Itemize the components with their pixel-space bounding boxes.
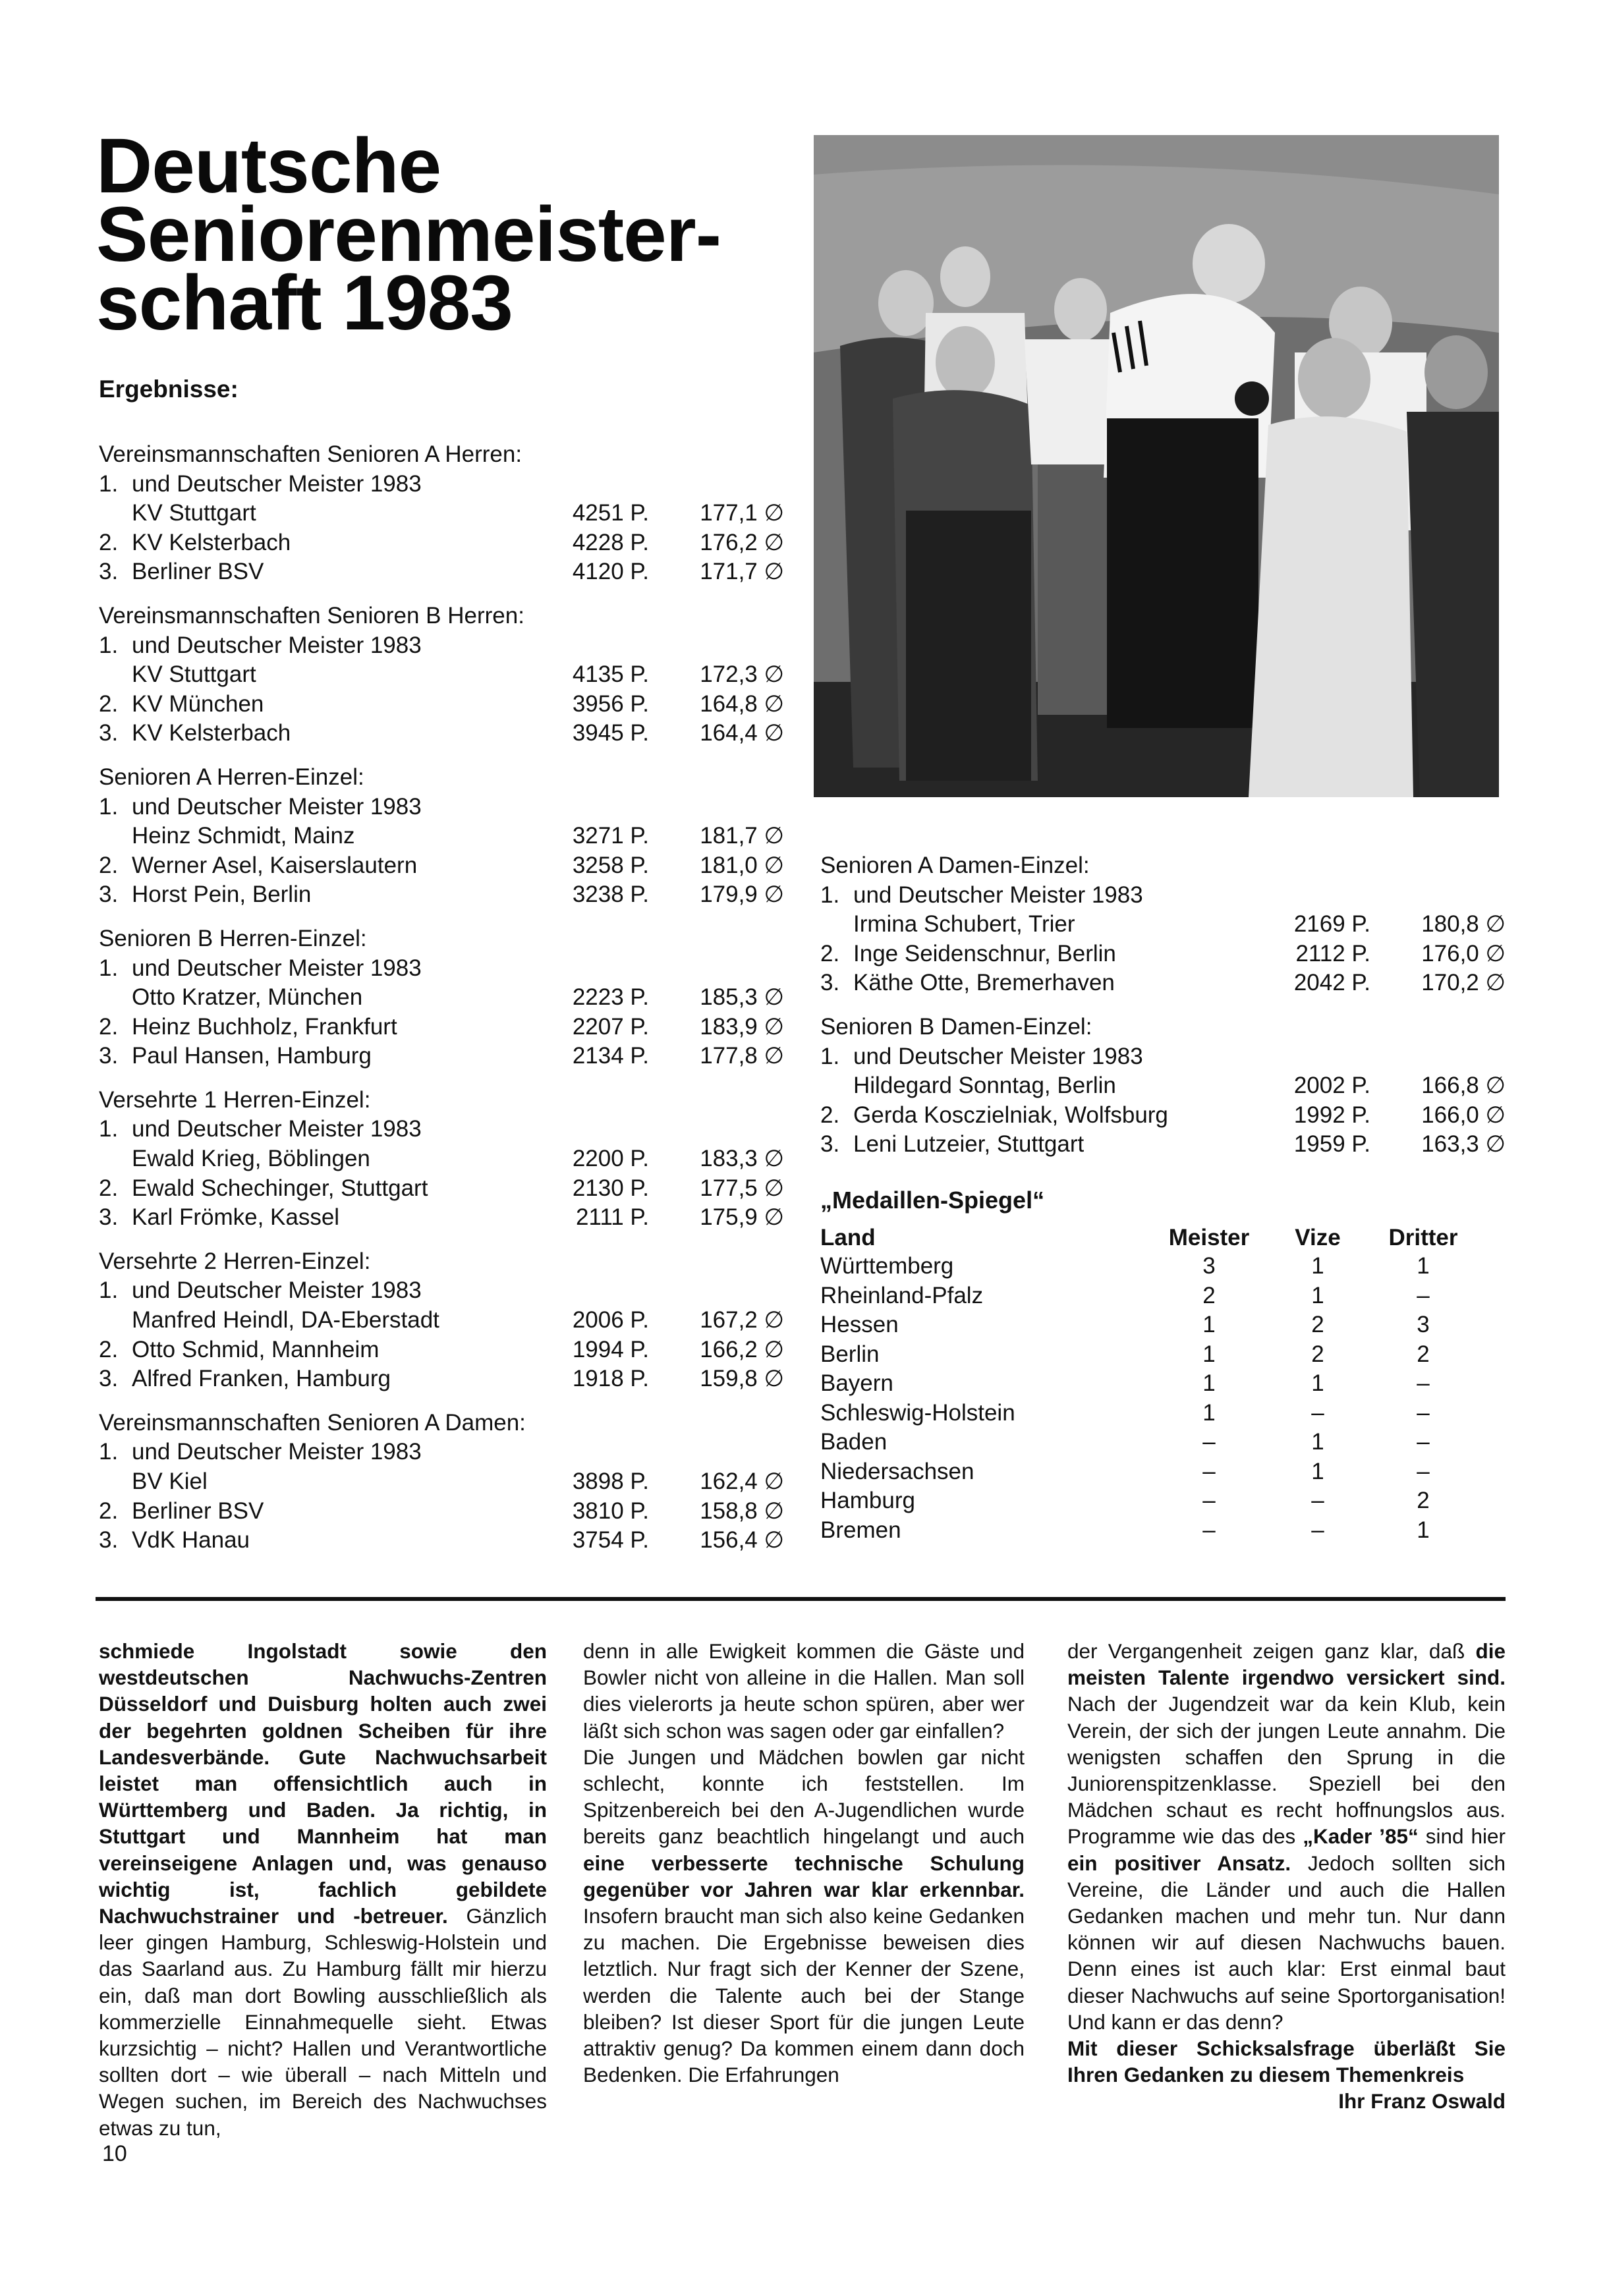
column-header-meister: Meister xyxy=(1168,1225,1250,1250)
dritter-count: 2 xyxy=(1417,1341,1430,1367)
result-row xyxy=(99,1013,791,1042)
result-row xyxy=(820,939,1512,969)
rank: 2. xyxy=(820,1102,840,1128)
entrant-name: KV Kelsterbach xyxy=(132,720,291,746)
bold-text-run: ein positiver Ansatz. xyxy=(1067,1851,1291,1875)
results-list-right xyxy=(820,851,1512,1174)
average: 170,2 ∅ xyxy=(1421,970,1506,996)
meister-count: – xyxy=(1202,1458,1216,1484)
entrant-name: und Deutscher Meister 1983 xyxy=(132,632,422,658)
medal-table xyxy=(820,1224,1479,1545)
rank: 1. xyxy=(99,470,119,497)
result-category xyxy=(99,1409,791,1555)
medal-row xyxy=(820,1486,1479,1516)
entrant-name: Ewald Krieg, Böblingen xyxy=(132,1146,370,1172)
rank: 3. xyxy=(99,1527,119,1554)
points: 1918 P. xyxy=(572,1366,649,1392)
result-row xyxy=(99,1203,791,1233)
paragraph xyxy=(583,1638,1025,2088)
average: 179,9 ∅ xyxy=(700,882,784,908)
result-category xyxy=(99,763,791,910)
bold-text-run: „Kader ’85“ xyxy=(1303,1824,1419,1849)
entrant-name: Inge Seidenschnur, Berlin xyxy=(853,940,1116,966)
result-row xyxy=(99,851,791,881)
entrant-name: Berliner BSV xyxy=(132,1498,264,1524)
average: 176,0 ∅ xyxy=(1421,940,1506,966)
points: 4135 P. xyxy=(572,661,649,688)
result-row xyxy=(99,1335,791,1365)
result-row xyxy=(99,1438,791,1467)
entrant-name: KV Kelsterbach xyxy=(132,529,291,555)
entrant-name: Horst Pein, Berlin xyxy=(132,882,312,908)
vize-count: 1 xyxy=(1311,1282,1324,1308)
bold-text-run: eine verbesserte technische Schulung gegenüber vor Jahren war klar erkennbar. xyxy=(583,1851,1025,1901)
points: 4228 P. xyxy=(572,529,649,555)
vize-count: 1 xyxy=(1311,1370,1324,1396)
points: 2002 P. xyxy=(1293,1073,1370,1099)
land: Schleswig-Holstein xyxy=(820,1399,1015,1426)
points: 2006 P. xyxy=(572,1307,649,1333)
average: 181,7 ∅ xyxy=(700,823,784,849)
vize-count: – xyxy=(1311,1488,1324,1513)
text-run: Nach der Jugendzeit war da kein Klub, kein Verein, der sich der jungen Leute annahm. Die wenigsten schaffen den Sprung in die Juniorenspitzenklasse. Speziell bei den Mädchen schaut es recht hoffnungslos aus. Programme wie das des xyxy=(1067,1692,1506,1849)
points: 3956 P. xyxy=(572,690,649,717)
meister-count: – xyxy=(1202,1429,1216,1455)
text-run: der Vergangenheit zeigen ganz klar, daß xyxy=(1067,1639,1476,1663)
meister-count: 1 xyxy=(1202,1370,1216,1396)
land: Rheinland-Pfalz xyxy=(820,1282,984,1308)
entrant-name: KV Stuttgart xyxy=(132,500,256,526)
bold-text-run: schmiede Ingolstadt sowie den westdeutschen Nachwuchs-Zentren Düsseldorf und Duisburg holten auch zwei der begehrten goldnen Scheiben für ihre Landesverbände. Gute Nachwuchsarbeit leistet man offensichtlich auch in Württemberg und Baden. Ja richtig, in Stuttgart und Mannheim hat man vereinseigene Anlagen und, was genauso wichtig ist, fachlich gebildete Nachwuchstrainer und -betreuer. xyxy=(99,1639,547,1928)
rank: 1. xyxy=(99,632,119,658)
points: 1959 P. xyxy=(1293,1131,1370,1158)
medal-row xyxy=(820,1340,1479,1370)
rank: 2. xyxy=(99,1175,119,1201)
text-run: Jedoch sollten sich Vereine, die Länder und auch die Hallen Gedanken machen und mehr tun. Nur dann können wir auf diesen Nachwuchs bauen. Denn eines ist auch klar: Erst einmal baut dieser Nachwuchs auf seine Sportorganisation! Und kann er das denn? xyxy=(1067,1851,1506,2034)
average: 159,8 ∅ xyxy=(700,1366,784,1392)
points: 3271 P. xyxy=(572,823,649,849)
category-heading: Senioren A Damen-Einzel: xyxy=(820,853,1090,878)
result-row xyxy=(99,631,791,661)
result-row xyxy=(99,557,791,587)
category-heading: Vereinsmannschaften Senioren A Herren: xyxy=(99,441,522,467)
average: 156,4 ∅ xyxy=(700,1527,784,1554)
result-category xyxy=(99,1247,791,1394)
points: 3945 P. xyxy=(572,720,649,746)
average: 172,3 ∅ xyxy=(700,661,784,688)
dritter-count: – xyxy=(1417,1399,1430,1426)
result-row xyxy=(99,1144,791,1174)
entrant-name: Berliner BSV xyxy=(132,559,264,585)
text-run: Insofern braucht man sich also keine Gedanken zu machen. Die Ergebnisse beweisen dies letztlich. Nur fragt sich der Kenner der Szene, werden die Talente auch bei der Stange bleiben? Ist dieser Sport für die jungen Leute attraktiv genug? Da kommen einem dann doch Bedenken. Die Erfahrungen xyxy=(583,1904,1025,2087)
text-run: sind hier xyxy=(1418,1824,1506,1849)
article-column-1 xyxy=(99,1638,547,2141)
rank: 3. xyxy=(99,882,119,908)
article-column-2 xyxy=(583,1638,1025,2088)
dritter-count: – xyxy=(1417,1282,1430,1308)
entrant-name: und Deutscher Meister 1983 xyxy=(132,470,422,497)
land: Niedersachsen xyxy=(820,1458,974,1484)
average: 158,8 ∅ xyxy=(700,1498,784,1524)
medal-row xyxy=(820,1516,1479,1546)
entrant-name: Ewald Schechinger, Stuttgart xyxy=(132,1175,428,1201)
rank: 3. xyxy=(820,970,840,996)
result-row xyxy=(99,1276,791,1306)
rank: 1. xyxy=(99,1277,119,1304)
dritter-count: – xyxy=(1417,1429,1430,1455)
medal-table-section xyxy=(820,1186,1512,1545)
average: 162,4 ∅ xyxy=(700,1469,784,1494)
entrant-name: und Deutscher Meister 1983 xyxy=(132,955,422,981)
entrant-name: und Deutscher Meister 1983 xyxy=(853,1043,1143,1069)
rank: 2. xyxy=(99,690,119,717)
meister-count: 1 xyxy=(1202,1399,1216,1426)
points: 1992 P. xyxy=(1293,1102,1370,1128)
land: Hessen xyxy=(820,1312,899,1337)
points: 2111 P. xyxy=(576,1204,649,1231)
rank: 1. xyxy=(99,1116,119,1142)
meister-count: 3 xyxy=(1202,1253,1216,1279)
points: 4251 P. xyxy=(572,500,649,526)
category-heading: Vereinsmannschaften Senioren B Herren: xyxy=(99,602,524,629)
points: 1994 P. xyxy=(572,1336,649,1362)
medal-row xyxy=(820,1457,1479,1487)
results-subtitle: Ergebnisse: xyxy=(99,376,239,403)
meister-count: 2 xyxy=(1202,1282,1216,1308)
entrant-name: Karl Frömke, Kassel xyxy=(132,1204,340,1231)
entrant-name: VdK Hanau xyxy=(132,1527,250,1554)
result-row xyxy=(99,1467,791,1497)
bold-text-run: die meisten Talente irgendwo versickert sind. xyxy=(1067,1639,1506,1690)
entrant-name: und Deutscher Meister 1983 xyxy=(132,1277,422,1304)
category-heading: Vereinsmannschaften Senioren A Damen: xyxy=(99,1409,526,1436)
paragraph xyxy=(99,1638,547,2141)
result-row xyxy=(820,1071,1512,1101)
rank: 3. xyxy=(820,1131,840,1158)
result-row xyxy=(820,881,1512,910)
category-heading: Versehrte 1 Herren-Einzel: xyxy=(99,1086,371,1113)
points: 4120 P. xyxy=(572,559,649,585)
entrant-name: Heinz Schmidt, Mainz xyxy=(132,823,355,849)
land: Berlin xyxy=(820,1341,880,1367)
points: 3238 P. xyxy=(572,882,649,908)
points: 2130 P. xyxy=(572,1175,649,1201)
points: 2207 P. xyxy=(572,1013,649,1040)
entrant-name: und Deutscher Meister 1983 xyxy=(132,1116,422,1142)
title-line: Deutsche xyxy=(96,123,441,210)
rank: 1. xyxy=(820,1043,840,1069)
result-row xyxy=(820,1130,1512,1160)
entrant-name: und Deutscher Meister 1983 xyxy=(132,793,422,820)
dritter-count: 1 xyxy=(1417,1253,1430,1279)
entrant-name: Gerda Kosczielniak, Wolfsburg xyxy=(853,1102,1168,1128)
meister-count: 1 xyxy=(1202,1341,1216,1367)
average: 177,8 ∅ xyxy=(700,1043,784,1069)
result-row xyxy=(99,719,791,748)
photo-illustration xyxy=(814,135,1499,797)
vize-count: 1 xyxy=(1311,1458,1324,1484)
result-row xyxy=(99,499,791,528)
average: 167,2 ∅ xyxy=(700,1307,784,1333)
medal-row xyxy=(820,1252,1479,1281)
rank: 2. xyxy=(99,1336,119,1362)
article-column-3 xyxy=(1067,1638,1506,2115)
result-row xyxy=(99,880,791,910)
average: 185,3 ∅ xyxy=(700,984,784,1011)
result-row xyxy=(99,1042,791,1071)
points: 2200 P. xyxy=(572,1146,649,1172)
land: Bremen xyxy=(820,1517,901,1543)
rank: 3. xyxy=(99,559,119,585)
result-row xyxy=(99,690,791,719)
average: 181,0 ∅ xyxy=(700,852,784,878)
result-row xyxy=(99,660,791,690)
medal-row xyxy=(820,1428,1479,1457)
dritter-count: – xyxy=(1417,1370,1430,1396)
medal-row xyxy=(820,1310,1479,1340)
points: 2042 P. xyxy=(1293,970,1370,996)
author-signature: Ihr Franz Oswald xyxy=(1338,2089,1506,2114)
average: 180,8 ∅ xyxy=(1421,911,1506,938)
average: 166,8 ∅ xyxy=(1421,1073,1506,1099)
entrant-name: Manfred Heindl, DA-Eberstadt xyxy=(132,1307,439,1333)
average: 177,1 ∅ xyxy=(700,500,784,526)
medal-row xyxy=(820,1281,1479,1311)
average: 166,0 ∅ xyxy=(1421,1102,1506,1128)
result-category xyxy=(820,1013,1512,1160)
article-title xyxy=(96,123,721,347)
paragraph xyxy=(1067,1638,1506,2088)
result-row xyxy=(99,793,791,822)
entrant-name: und Deutscher Meister 1983 xyxy=(132,1439,422,1465)
entrant-name: BV Kiel xyxy=(132,1469,208,1494)
page-number: 10 xyxy=(102,2141,127,2166)
land: Baden xyxy=(820,1429,888,1455)
points: 2223 P. xyxy=(572,984,649,1011)
land: Bayern xyxy=(820,1370,893,1396)
vize-count: – xyxy=(1311,1517,1324,1543)
result-row xyxy=(99,528,791,558)
result-row xyxy=(99,983,791,1013)
result-row xyxy=(99,1364,791,1394)
result-row xyxy=(99,954,791,984)
vize-count: – xyxy=(1311,1399,1324,1426)
result-row xyxy=(99,1526,791,1555)
entrant-name: Irmina Schubert, Trier xyxy=(853,911,1075,938)
result-row xyxy=(99,1115,791,1144)
column-header-vize: Vize xyxy=(1295,1225,1341,1250)
award-ceremony-photo xyxy=(814,135,1499,797)
title-line: Seniorenmeister- xyxy=(96,191,721,278)
average: 164,8 ∅ xyxy=(700,690,784,717)
result-row xyxy=(99,1174,791,1204)
result-row xyxy=(99,470,791,499)
result-category xyxy=(99,440,791,587)
meister-count: – xyxy=(1202,1517,1216,1543)
rank: 2. xyxy=(820,940,840,966)
entrant-name: Hildegard Sonntag, Berlin xyxy=(853,1073,1116,1099)
dritter-count: – xyxy=(1417,1458,1430,1484)
medal-table-header xyxy=(820,1224,1479,1252)
result-row xyxy=(99,1497,791,1526)
result-row xyxy=(820,1101,1512,1131)
medal-row xyxy=(820,1369,1479,1399)
entrant-name: Leni Lutzeier, Stuttgart xyxy=(853,1131,1085,1158)
result-row xyxy=(99,1306,791,1335)
entrant-name: Käthe Otte, Bremerhaven xyxy=(853,970,1115,996)
text-run: denn in alle Ewigkeit kommen die Gäste und Bowler nicht von alleine in die Hallen. Man soll dies vielerorts ja heute schon spüren, aber wer läßt sich schon was sagen oder gar einfallen? xyxy=(583,1639,1025,1743)
title-line: schaft 1983 xyxy=(96,260,513,347)
vize-count: 2 xyxy=(1311,1341,1324,1367)
dritter-count: 2 xyxy=(1417,1488,1430,1513)
average: 163,3 ∅ xyxy=(1421,1131,1506,1158)
rank: 1. xyxy=(820,882,840,908)
rank: 3. xyxy=(99,720,119,746)
meister-count: 1 xyxy=(1202,1312,1216,1337)
result-row xyxy=(820,910,1512,939)
rank: 1. xyxy=(99,1439,119,1465)
meister-count: – xyxy=(1202,1488,1216,1513)
average: 171,7 ∅ xyxy=(700,559,784,585)
result-row xyxy=(820,968,1512,998)
category-heading: Senioren B Herren-Einzel: xyxy=(99,925,367,951)
category-heading: Senioren B Damen-Einzel: xyxy=(820,1013,1092,1040)
vize-count: 1 xyxy=(1311,1429,1324,1455)
rank: 3. xyxy=(99,1043,119,1069)
rank: 1. xyxy=(99,793,119,820)
points: 2169 P. xyxy=(1293,911,1370,938)
result-category xyxy=(99,1086,791,1233)
average: 175,9 ∅ xyxy=(700,1204,784,1231)
average: 183,9 ∅ xyxy=(700,1013,784,1040)
rank: 1. xyxy=(99,955,119,981)
rank: 2. xyxy=(99,529,119,555)
rank: 2. xyxy=(99,1013,119,1040)
entrant-name: Paul Hansen, Hamburg xyxy=(132,1043,372,1069)
points: 3898 P. xyxy=(572,1469,649,1494)
column-header-land: Land xyxy=(820,1225,876,1250)
dritter-count: 3 xyxy=(1417,1312,1430,1337)
section-divider xyxy=(96,1597,1506,1601)
text-run: Gänzlich leer gingen Hamburg, Schleswig-Holstein und das Saarland aus. Zu Hamburg fällt mir hierzu ein, daß man dort Bowling ausschließlich als kommerzielle Einnahmequelle sieht. Etwas kurzsichtig – nicht? Hallen und Verantwortliche sollten dort – wie überall – nach Mitteln und Wegen suchen, im Bereich des Nachwuchses etwas zu tun, xyxy=(99,1904,547,2140)
medal-table-title: „Medaillen-Spiegel“ xyxy=(820,1187,1045,1214)
result-category xyxy=(820,851,1512,998)
entrant-name: Alfred Franken, Hamburg xyxy=(132,1366,391,1392)
result-category xyxy=(99,924,791,1071)
entrant-name: Heinz Buchholz, Frankfurt xyxy=(132,1013,397,1040)
rank: 2. xyxy=(99,1498,119,1524)
column-header-dritter: Dritter xyxy=(1388,1225,1458,1250)
category-heading: Senioren A Herren-Einzel: xyxy=(99,764,364,790)
entrant-name: und Deutscher Meister 1983 xyxy=(853,882,1143,908)
land: Württemberg xyxy=(820,1253,954,1279)
points: 2112 P. xyxy=(1295,940,1370,966)
vize-count: 2 xyxy=(1311,1312,1324,1337)
result-row xyxy=(820,1042,1512,1072)
result-category xyxy=(99,602,791,748)
vize-count: 1 xyxy=(1311,1253,1324,1279)
points: 3258 P. xyxy=(572,852,649,878)
average: 166,2 ∅ xyxy=(700,1336,784,1362)
dritter-count: 1 xyxy=(1417,1517,1430,1543)
rank: 2. xyxy=(99,852,119,878)
average: 177,5 ∅ xyxy=(700,1175,784,1201)
points: 2134 P. xyxy=(572,1043,649,1069)
text-run: Die Jungen und Mädchen bowlen gar nicht schlecht, konnte ich feststellen. Im Spitzenbereich bei den A-Jugendlichen wurde bereits ganz beachtlich hingelangt und auch xyxy=(583,1745,1025,1849)
bold-text-run: Mit dieser Schicksalsfrage überläßt Sie Ihren Gedanken zu diesem Themenkreis xyxy=(1067,2036,1506,2087)
land: Hamburg xyxy=(820,1488,915,1513)
entrant-name: Werner Asel, Kaiserslautern xyxy=(132,852,418,878)
points: 3754 P. xyxy=(572,1527,649,1554)
rank: 3. xyxy=(99,1366,119,1392)
rank: 3. xyxy=(99,1204,119,1231)
average: 176,2 ∅ xyxy=(700,529,784,555)
average: 164,4 ∅ xyxy=(700,720,784,746)
category-heading: Versehrte 2 Herren-Einzel: xyxy=(99,1248,371,1274)
entrant-name: KV München xyxy=(132,690,264,717)
result-row xyxy=(99,822,791,851)
results-list-left xyxy=(99,440,791,1570)
points: 3810 P. xyxy=(572,1498,649,1524)
entrant-name: KV Stuttgart xyxy=(132,661,256,688)
average: 183,3 ∅ xyxy=(700,1146,784,1172)
medal-row xyxy=(820,1399,1479,1428)
entrant-name: Otto Schmid, Mannheim xyxy=(132,1336,380,1362)
entrant-name: Otto Kratzer, München xyxy=(132,984,363,1011)
